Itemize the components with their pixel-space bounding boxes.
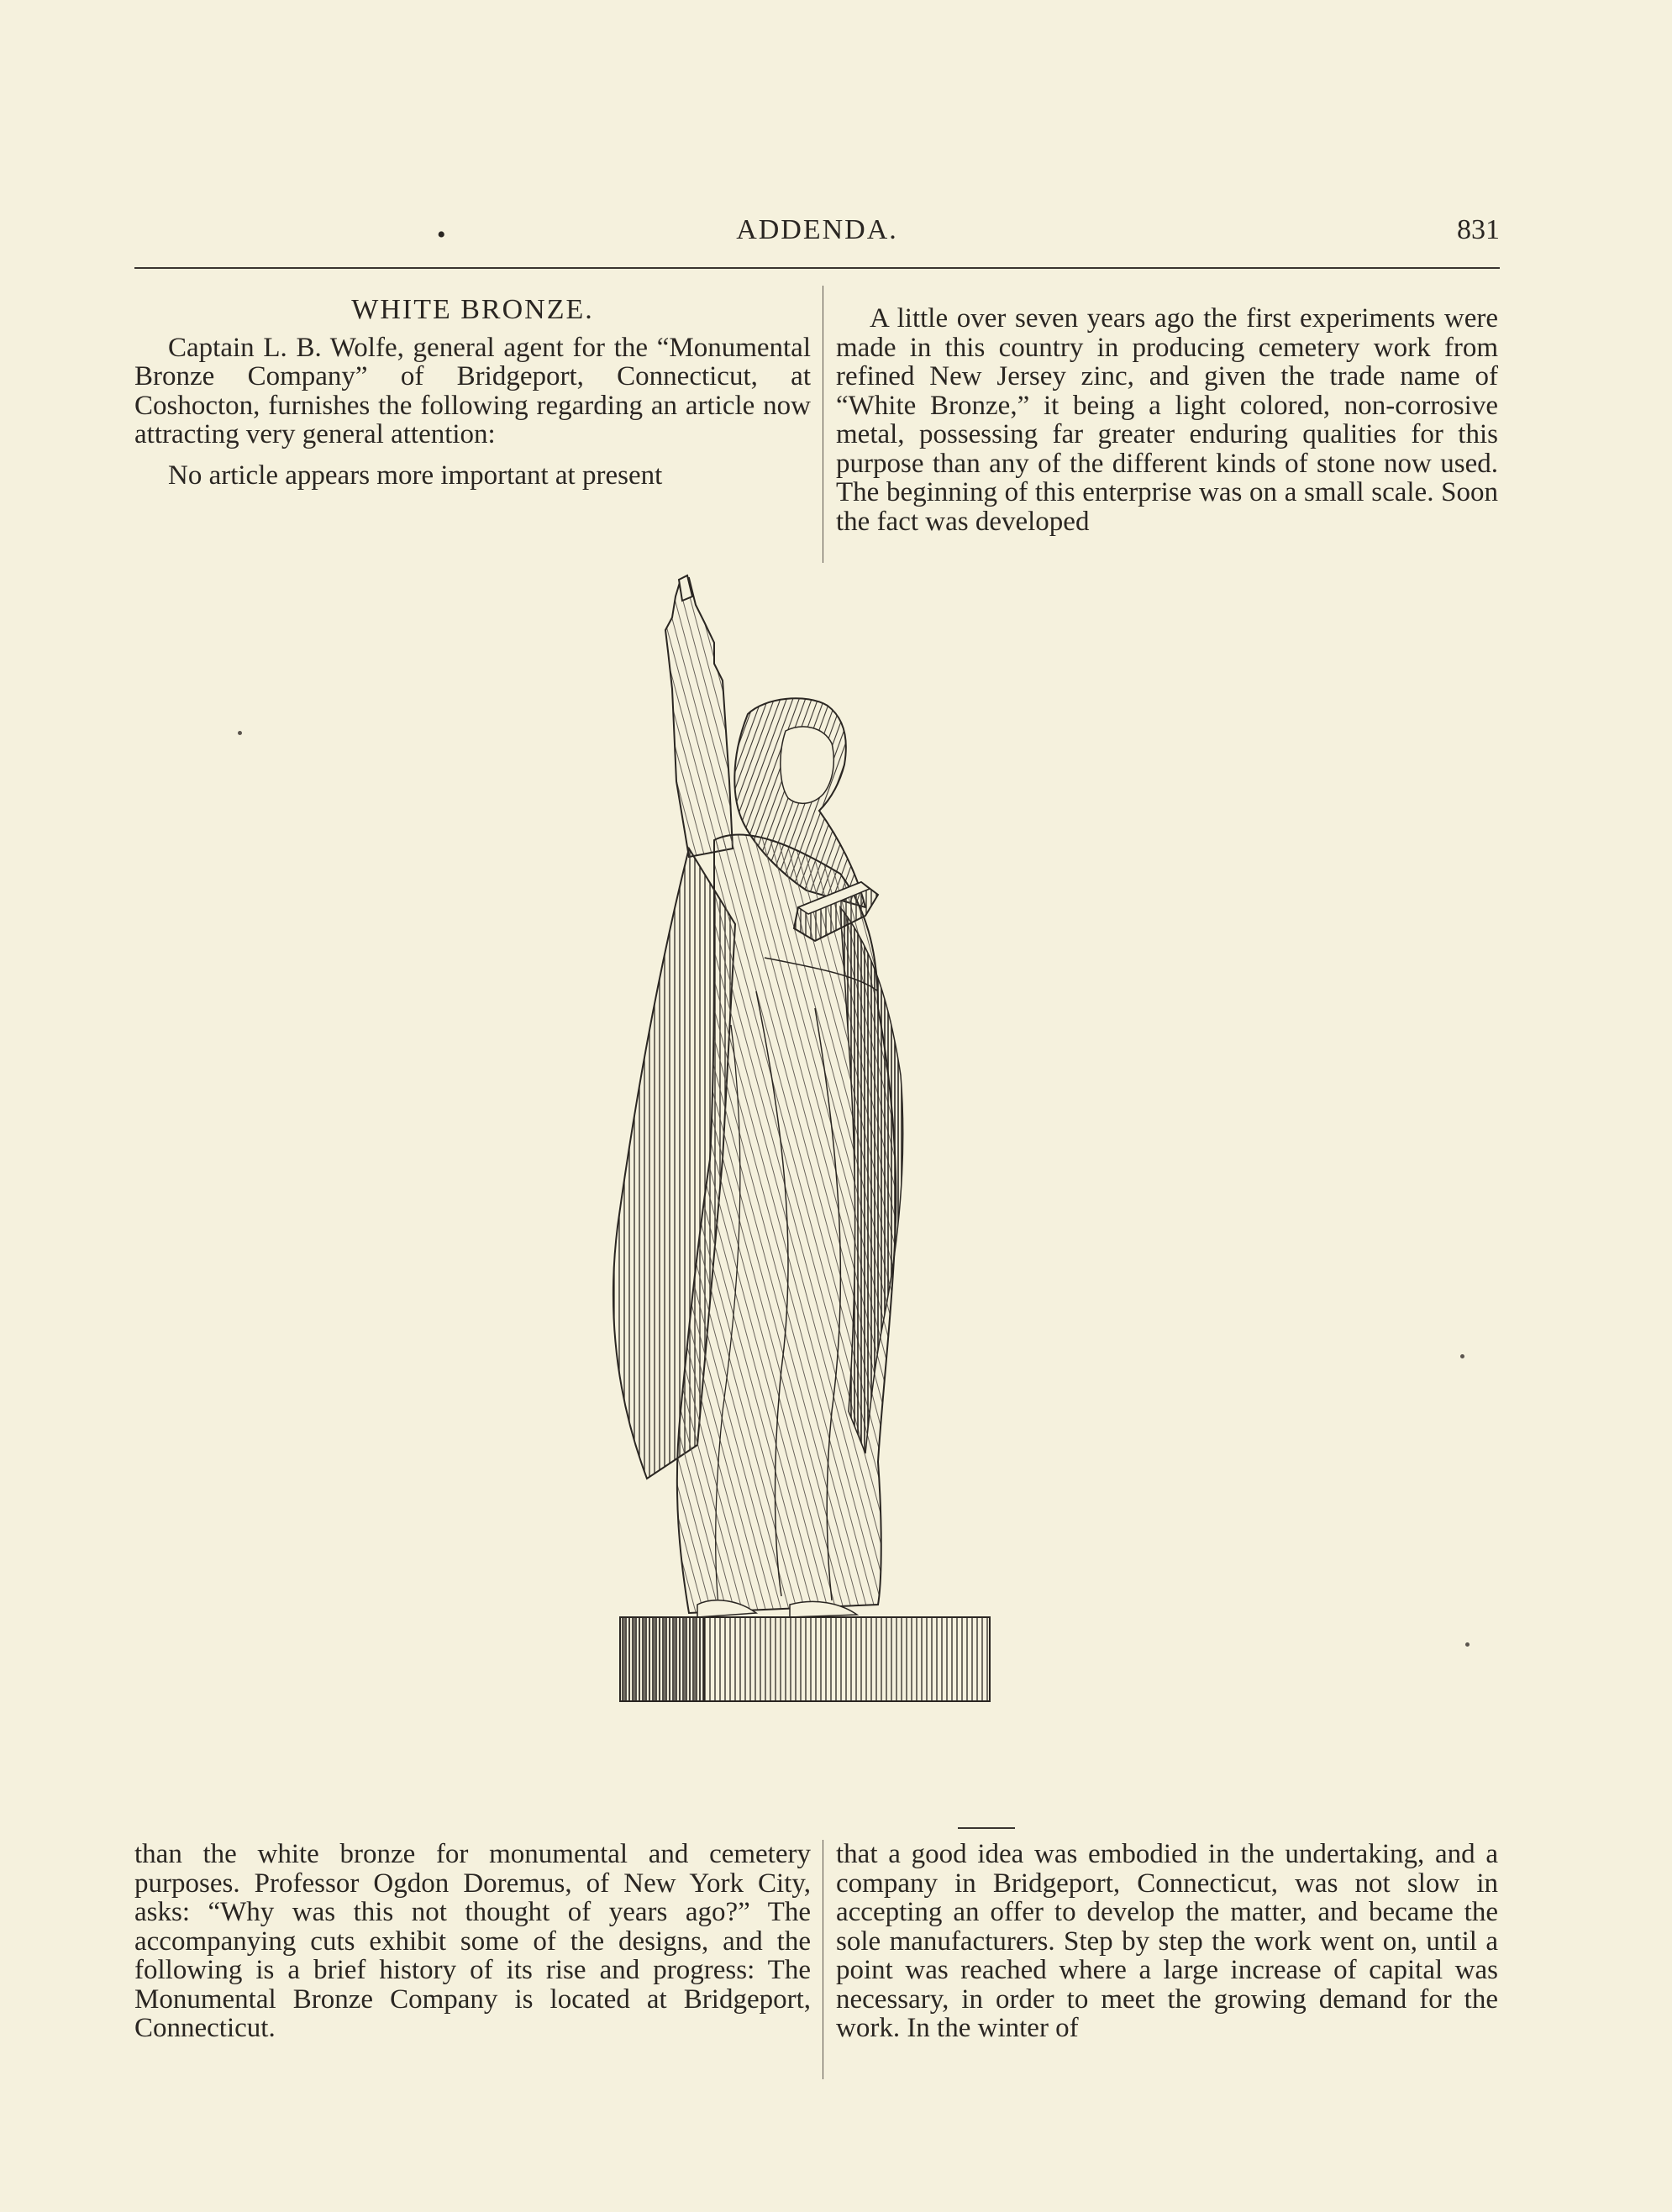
left-column-top: [134, 296, 811, 490]
header-rule: [134, 267, 1500, 269]
left-column-bottom: [134, 1840, 811, 2043]
running-header: [134, 214, 1500, 256]
page-number: 831: [1457, 214, 1500, 245]
header-dot: •: [437, 221, 446, 249]
paragraph: No article appears more important at present: [168, 460, 663, 491]
paragraph: that a good idea was embodied in the undertaking, and a company in Bridgeport, Connecticut, was not slow in accepting an offer to develop the matter, and became the sole manufacturers. Step by step the work went on, until a point was reached where a large increase of capital was necessary, in order to meet the growing demand for the work. In the winter of: [836, 1839, 1498, 2043]
print-speck: [1460, 1354, 1464, 1358]
paragraph: A little over seven years ago the first experiments were made in this country in producing cemetery work from refined New Jersey zinc, and given the trade name of “White Bronze,” it being a light colored, non-corrosive metal, possessing far greater enduring qualities for this purpose than any of the different kinds of stone now used. The beginning of this enterprise was on a small scale. Soon the fact was developed: [836, 303, 1498, 537]
paragraph: than the white bronze for monumental and cemetery purposes. Professor Ogdon Doremus, of New York City, asks: “Why was this not thought of years ago?” The accompanying cuts exhibit some of the designs, and the following is a brief history of its rise and progress: The Monumental Bronze Company is located at Bridgeport, Connecticut.: [134, 1839, 811, 2043]
statue-engraving: [588, 571, 1059, 1831]
print-speck: [1465, 1642, 1470, 1647]
paragraph: Captain L. B. Wolfe, general agent for the “Monumental Bronze Company” of Bridgeport, Connecticut, at Coshocton, furnishes the following regarding an article now attracting very general attention:: [134, 332, 811, 449]
figure-base-rule: [958, 1827, 1015, 1829]
running-title: ADDENDA.: [736, 214, 898, 245]
section-title: WHITE BRONZE.: [351, 294, 594, 325]
print-speck: [238, 731, 242, 735]
right-column-top: [836, 304, 1498, 536]
right-column-bottom: [836, 1840, 1498, 2043]
